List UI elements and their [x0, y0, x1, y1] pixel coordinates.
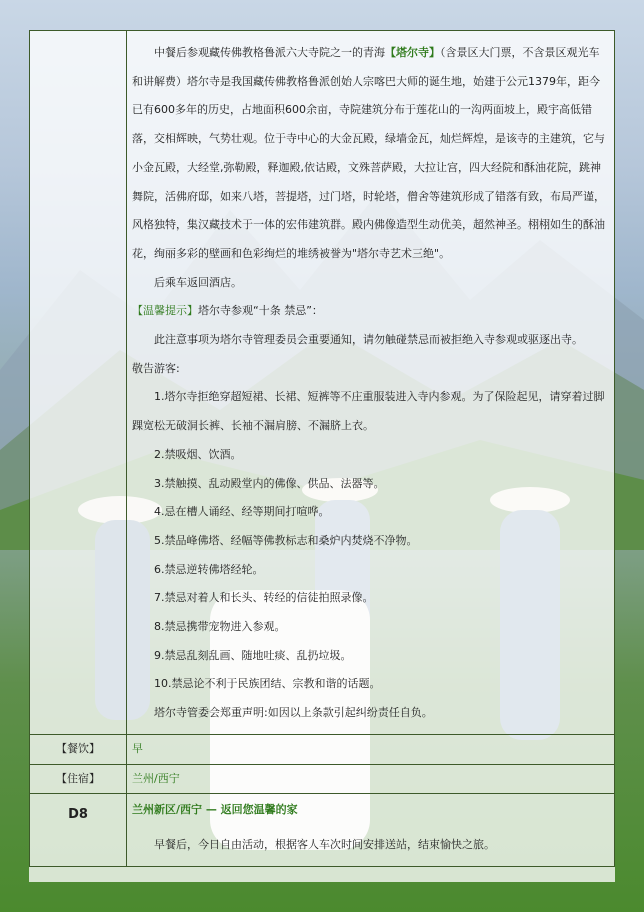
rule-item: 6.禁忌逆转佛塔经轮。 — [154, 562, 264, 576]
rule-item: 5.禁品峰佛塔、经幅等佛教标志和桑炉内焚烧不净物。 — [154, 533, 418, 547]
stay-label: 【住宿】 — [30, 764, 127, 794]
closing-statement: 塔尔寺管委会郑重声明:如因以上条款引起纠纷责任自负。 — [154, 706, 433, 720]
rule-item: 7.禁忌对着人和长头、转经的信徒拍照录像。 — [154, 591, 374, 605]
tar-monastery-intro: 中餐后参观藏传佛教格鲁派六大寺院之一的青海【塔尔寺】（含景区大门票，不含景区观光车和讲解费）塔尔寺是我国藏传佛教格鲁派创始人宗喀巴大师的诞生地，始建于公元1379年，距今已有600多年的历史，占地面积600余亩，寺院建筑分布于莲花山的一沟两面坡上，殿宇高低错落，交相辉映，气势壮观。位于寺中心的大金瓦殿，绿墙金瓦，灿烂辉煌，是该寺的主建筑，它与小金瓦殿，大经堂,弥勒殿，释迦殿,依诂殿，文殊菩萨殿，大拉让宫，四大经院和酥油花院，跳神舞院，活佛府邸，如来八塔，菩提塔，过门塔，时轮塔，僧舍等建筑形成了错落有致，布局严谨，风格独特，集汉藏技术于一体的宏伟建筑群。殿内佛像造型生动优美，超然神圣。栩栩如生的酥油花，绚丽多彩的壁画和色彩绚烂的堆绣被誉为"塔尔寺艺术三绝"。 — [132, 46, 605, 260]
return-hotel-text: 后乘车返回酒店。 — [154, 275, 242, 289]
tip-line: 【温馨提示】塔尔寺参观“十条 禁忌”： — [132, 304, 323, 318]
day8-title: 兰州新区/西宁 — 返回您温馨的家 — [132, 803, 298, 817]
day7-label-cell — [30, 31, 127, 735]
tar-monastery-highlight: 【塔尔寺】 — [385, 46, 440, 59]
day7-row — [30, 31, 615, 735]
rule-item: 1.塔尔寺拒绝穿超短裙、长裙、短裤等不庄重服装进入寺内参观。为了保险起见，请穿着过脚踝宽松无破洞长裤、长袖不漏肩膀、不漏脐上衣。 — [132, 390, 605, 433]
rule-item: 10.禁忌论不利于民族团结、宗教和谐的话题。 — [154, 677, 381, 691]
day8-row — [30, 794, 615, 866]
rule-item: 4.忌在槽人诵经、经等期间打喧哗。 — [154, 505, 330, 519]
greeting-text: 敬告游客: — [132, 361, 180, 375]
day8-text: 早餐后，今日自由活动，根据客人车次时间安排送站，结束愉快之旅。 — [154, 837, 495, 851]
rule-item: 2.禁吸烟、饮酒。 — [154, 447, 242, 461]
rule-item: 8.禁忌携带宠物进入参观。 — [154, 620, 286, 634]
day7-content-cell — [127, 31, 615, 735]
rule-item: 3.禁触摸、乱动殿堂内的佛像、供品、法器等。 — [154, 476, 385, 490]
meal-label: 【餐饮】 — [30, 734, 127, 764]
notice-text: 此注意事项为塔尔寺管理委员会重要通知，请勿触碰禁忌而被拒绝入寺参观或驱逐出寺。 — [154, 333, 583, 347]
day8-content-cell — [127, 794, 615, 866]
meal-row — [30, 734, 615, 764]
stay-row — [30, 764, 615, 794]
day8-label: D8 — [30, 794, 127, 866]
meal-value: 早 — [127, 734, 615, 764]
stay-value: 兰州/西宁 — [127, 764, 615, 794]
tip-label: 【温馨提示】 — [132, 304, 198, 318]
itinerary-table — [29, 30, 615, 867]
rule-item: 9.禁忌乱刻乱画、随地吐痰、乱扔垃圾。 — [154, 648, 352, 662]
